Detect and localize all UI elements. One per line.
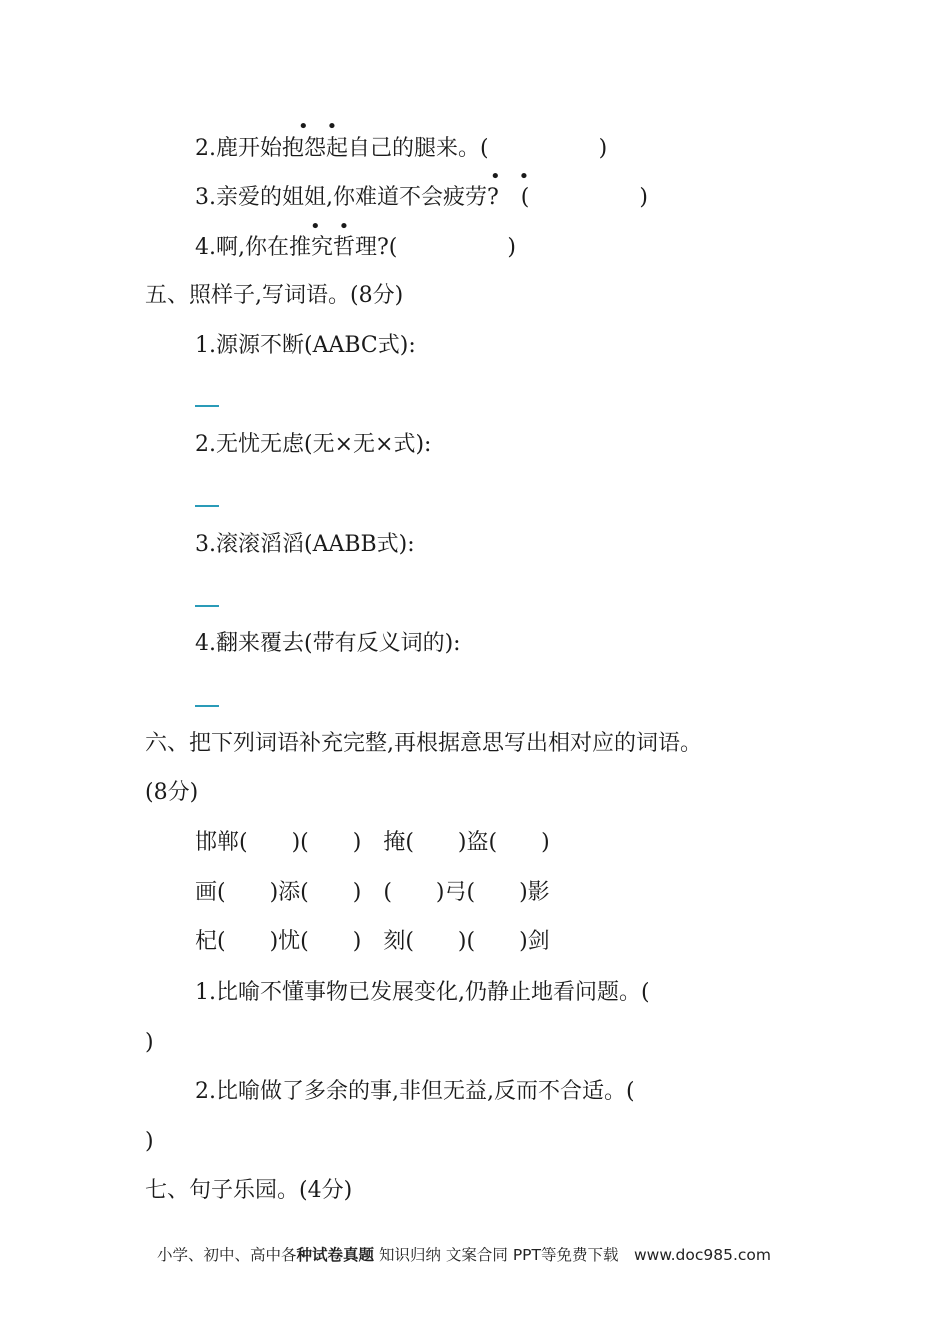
footer-text-c: 知识归纳 文案合同 PPT等免费下载 www.doc985.com [374, 1246, 771, 1264]
idiom-row-2: 画( )添( ) ( )弓( )影 [195, 880, 550, 905]
section-6-heading-cont: (8分) [145, 780, 199, 805]
answer-blank[interactable] [195, 605, 219, 607]
s5-item-3: 3.滚滚滔滔(AABB式): [195, 532, 415, 557]
section-6-heading: 六、把下列词语补充完整,再根据意思写出相对应的词语。 [145, 731, 702, 756]
s4-item-3: 3.亲爱的姐姐,你难道不会疲劳? ( ) [195, 185, 648, 210]
section-7-heading: 七、句子乐园。(4分) [145, 1178, 353, 1203]
s6-question-1-cont: ) [145, 1030, 154, 1055]
emphasis-dots: • • [310, 216, 350, 237]
emphasis-dots: • • [490, 166, 530, 187]
s5-item-1: 1.源源不断(AABC式): [195, 333, 416, 358]
emphasis-dots: • • [298, 116, 338, 137]
s6-question-2: 2.比喻做了多余的事,非但无益,反而不合适。( [195, 1079, 635, 1104]
s6-question-1: 1.比喻不懂事物已发展变化,仍静止地看问题。( [195, 980, 650, 1005]
section-5-heading: 五、照样子,写词语。(8分) [145, 283, 404, 308]
answer-blank[interactable] [195, 505, 219, 507]
page-footer [157, 1243, 771, 1265]
answer-blank[interactable] [195, 705, 219, 707]
s4-item-2: 2.鹿开始抱怨起自己的腿来。( ) [195, 136, 608, 161]
s5-item-4: 4.翻来覆去(带有反义词的): [195, 631, 461, 656]
answer-blank[interactable] [195, 405, 219, 407]
idiom-row-3: 杞( )忧( ) 刻( )( )剑 [195, 929, 550, 954]
idiom-row-1: 邯郸( )( ) 掩( )盗( ) [195, 830, 550, 855]
footer-text-a: 小学、初中、高中各 [157, 1246, 297, 1264]
footer-text-b: 种试卷真题 [296, 1246, 375, 1264]
s6-question-2-cont: ) [145, 1129, 154, 1154]
s4-item-4: 4.啊,你在推究哲理?( ) [195, 235, 516, 260]
s5-item-2: 2.无忧无虑(无×无×式): [195, 432, 432, 457]
